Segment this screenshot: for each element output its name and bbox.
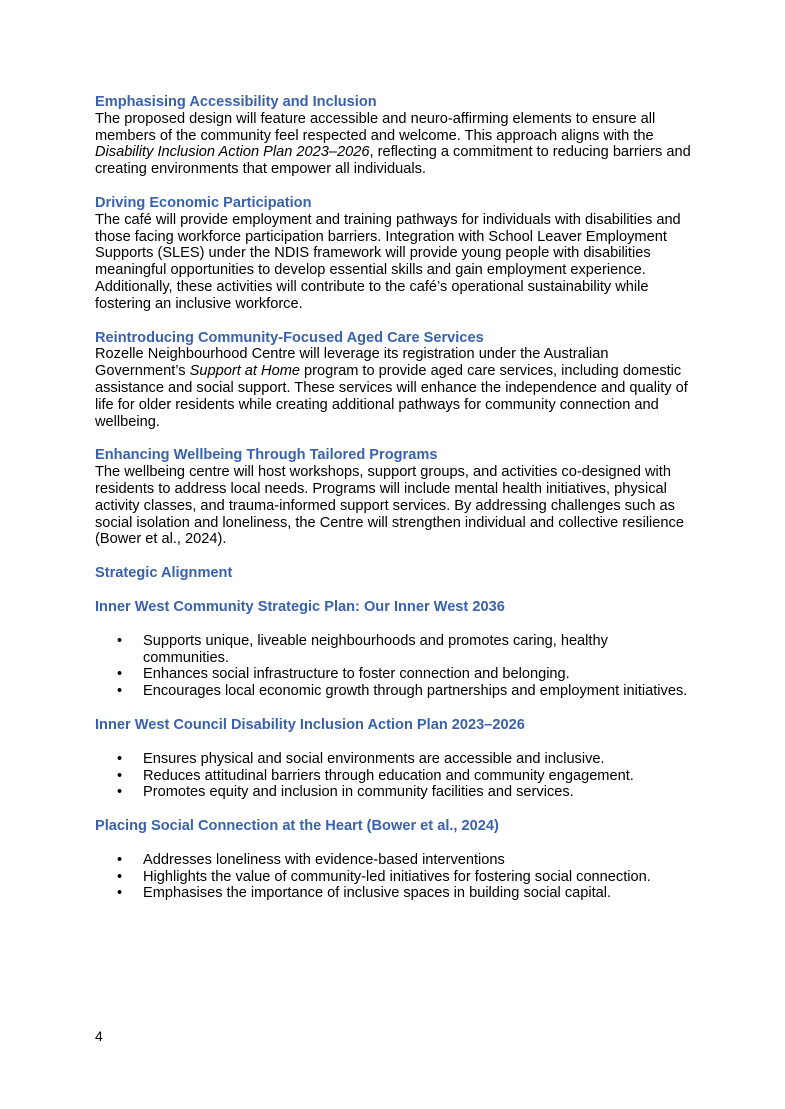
list-item-text: Supports unique, liveable neighbourhoods and promotes caring, healthy communities. [143,632,608,666]
bullet-list [95,633,695,700]
list-item-text: Reduces attitudinal barriers through education and community engagement. [143,767,634,784]
strategic-alignment-title: Strategic Alignment [95,565,233,582]
page-number: 4 [95,1028,103,1044]
section-body [95,111,695,178]
bullet-icon: • [117,784,123,801]
body-text: Rozelle Neighbourhood Centre will leverage its registration under the Australian Government’s [95,346,609,380]
bullet-icon: • [117,666,123,683]
section-heading: Reintroducing Community-Focused Aged Care Services [95,329,484,346]
section-heading: Driving Economic Participation [95,194,312,211]
section-heading: Emphasising Accessibility and Inclusion [95,94,377,110]
bullet-icon: • [117,767,123,784]
body-text: program to provide aged care services, including domestic assistance and social support. These services will enhance the independence and quality of life for older residents while creating additional pathways for community connection and wellbeing. [95,363,688,430]
bullet-list [95,852,695,902]
bullet-icon: • [117,851,123,868]
list-item-text: Encourages local economic growth through partnerships and employment initiatives. [143,683,688,700]
bullet-list [95,751,695,801]
list-item [95,852,695,869]
strategic-group-community-plan [95,599,695,700]
list-item-text: Highlights the value of community-led initiatives for fostering social connection. [143,868,651,885]
list-item [95,633,695,667]
list-item [95,666,695,683]
list-item [95,768,695,785]
bullet-icon: • [117,683,123,700]
body-text: , reflecting a commitment to reducing barriers and creating environments that empower all individuals. [95,144,691,178]
strategic-group-disability-plan [95,717,695,801]
list-item-text: Promotes equity and inclusion in community facilities and services. [143,784,574,801]
strategic-group-social-connection [95,818,695,902]
bullet-icon: • [117,868,123,885]
list-item-text: Emphasises the importance of inclusive spaces in building social capital. [143,885,612,902]
body-text: The proposed design will feature accessible and neuro-affirming elements to ensure all members of the community feel respected and welcome. This approach aligns with the [95,110,656,144]
bullet-icon: • [117,750,123,767]
strategic-group-heading: Inner West Council Disability Inclusion Action Plan 2023–2026 [95,716,525,733]
section-heading: Enhancing Wellbeing Through Tailored Programs [95,447,438,464]
list-item [95,869,695,886]
list-item [95,784,695,801]
section-economic-participation [95,195,695,313]
strategic-group-heading: Placing Social Connection at the Heart (Bower et al., 2024) [95,818,499,835]
section-accessibility [95,94,695,178]
bullet-icon: • [117,885,123,902]
list-item [95,751,695,768]
list-item-text: Enhances social infrastructure to foster connection and belonging. [143,666,570,683]
list-item [95,885,695,902]
list-item-text: Addresses loneliness with evidence-based interventions [143,851,505,868]
section-body: The café will provide employment and training pathways for individuals with disabilities and those facing workforce participation barriers. Integration with School Leaver Employment Supports (SLES) under the NDIS framework will provide young people with disabilities meaningful opportunities to develop essential skills and gain employment experience. Additionally, these activities will contribute to the café’s operational sustainability while fostering an inclusive workforce. [95,211,681,312]
section-aged-care [95,330,695,431]
document-page [95,94,695,919]
section-body: The wellbeing centre will host workshops, support groups, and activities co-designed with residents to address local needs. Programs will include mental health initiatives, physical activity classes, and trauma-informed support services. By addressing challenges such as social isolation and loneliness, the Centre will strengthen individual and collective resilience (Bower et al., 2024). [95,464,684,548]
strategic-group-heading: Inner West Community Strategic Plan: Our Inner West 2036 [95,598,505,615]
list-item-text: Ensures physical and social environments are accessible and inclusive. [143,750,605,767]
list-item [95,683,695,700]
section-wellbeing [95,447,695,548]
body-italic-text: Support at Home [189,363,300,380]
body-italic-text: Disability Inclusion Action Plan 2023–2026 [95,144,370,161]
section-body [95,346,695,430]
bullet-icon: • [117,632,123,649]
